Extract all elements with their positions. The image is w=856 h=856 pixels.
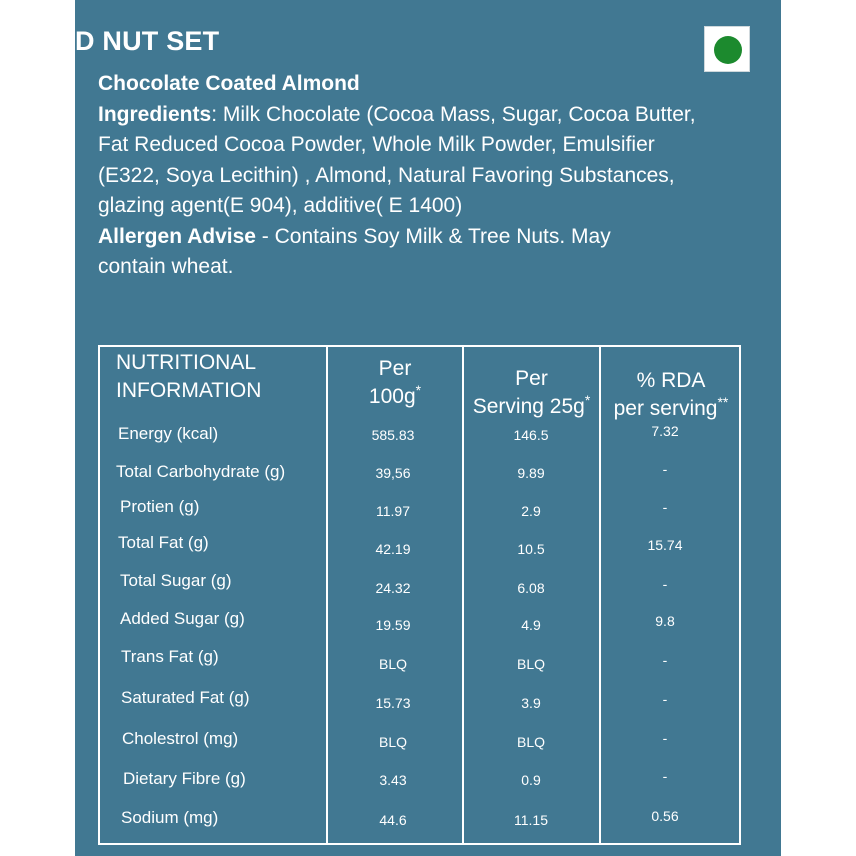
cell-rda: -	[662, 499, 668, 515]
cell-serving: 4.9	[521, 617, 541, 633]
label-panel	[75, 0, 781, 856]
ingredients-line-3: (E322, Soya Lecithin) , Almond, Natural Favoring Substances,	[98, 163, 675, 187]
header-nutritional-information: NUTRITIONAL INFORMATION	[116, 351, 262, 402]
cell-rda: -	[662, 576, 668, 592]
table-divider	[462, 347, 464, 843]
cell-per100: 39,56	[375, 465, 411, 481]
cell-rda: -	[662, 461, 668, 477]
cell-per100: BLQ	[378, 734, 407, 750]
ingredients-label: Ingredients	[98, 102, 212, 126]
cell-per100: 19.59	[375, 617, 411, 633]
row-label: Dietary Fibre (g)	[123, 769, 246, 788]
row-label: Cholestrol (mg)	[122, 729, 239, 748]
cell-serving: 2.9	[521, 503, 541, 519]
nutrition-table	[98, 345, 741, 845]
cell-serving: 0.9	[521, 772, 541, 788]
cell-serving: 11.15	[514, 812, 548, 828]
allergen-line-1: - Contains Soy Milk & Tree Nuts. May	[255, 224, 611, 248]
ingredients-line-2: Fat Reduced Cocoa Powder, Whole Milk Powder, Emulsifier	[98, 133, 655, 156]
row-label: Added Sugar (g)	[120, 609, 245, 628]
cell-serving: 9.89	[517, 465, 545, 481]
cell-serving: BLQ	[516, 656, 545, 672]
cell-per100: 42.19	[375, 541, 411, 557]
product-name: Chocolate Coated Almond	[98, 72, 360, 95]
cell-per100: 24.32	[375, 580, 411, 596]
header-per-serving: Per Serving 25g*	[472, 367, 591, 418]
cell-rda: -	[662, 691, 668, 707]
cell-serving: 10.5	[517, 541, 545, 557]
cell-rda: 9.8	[655, 613, 675, 629]
table-divider	[326, 347, 328, 843]
cell-rda: -	[662, 652, 668, 668]
cell-per100: 11.97	[376, 503, 410, 519]
veg-symbol-icon	[704, 26, 750, 72]
ingredients-line-1: : Milk Chocolate (Cocoa Mass, Sugar, Cocoa Butter,	[211, 102, 696, 126]
cell-per100: 44.6	[379, 812, 407, 828]
row-label: Protien (g)	[120, 497, 200, 516]
product-set-title: D NUT SET	[75, 26, 220, 56]
row-label: Sodium (mg)	[121, 808, 219, 827]
cell-serving: 6.08	[517, 580, 545, 596]
header-per-100g: Per 100g*	[368, 357, 422, 408]
product-description	[98, 69, 758, 283]
veg-dot-icon	[714, 36, 742, 64]
cell-serving: BLQ	[516, 734, 545, 750]
cell-rda: -	[662, 730, 668, 746]
allergen-label: Allergen Advise	[98, 224, 256, 248]
row-label: Total Fat (g)	[118, 533, 209, 552]
row-label: Saturated Fat (g)	[121, 688, 250, 707]
cell-serving: 3.9	[521, 695, 541, 711]
allergen-line-2: contain wheat.	[98, 255, 234, 278]
row-label: Trans Fat (g)	[121, 647, 219, 666]
cell-per100: 585.83	[371, 427, 415, 443]
cell-rda: -	[662, 768, 668, 784]
cell-per100: BLQ	[378, 656, 407, 672]
cell-rda: 7.32	[651, 423, 679, 439]
ingredients-line-4: glazing agent(E 904), additive( E 1400)	[98, 194, 463, 217]
cell-rda: 0.56	[651, 808, 679, 824]
header-rda-per-serving: % RDA per serving**	[613, 369, 729, 420]
cell-per100: 3.43	[379, 772, 407, 788]
cell-rda: 15.74	[647, 537, 683, 553]
cell-per100: 15.73	[375, 695, 411, 711]
row-label: Total Sugar (g)	[120, 571, 232, 590]
row-label: Total Carbohydrate (g)	[116, 462, 286, 481]
row-label: Energy (kcal)	[118, 424, 219, 443]
cell-serving: 146.5	[513, 427, 549, 443]
